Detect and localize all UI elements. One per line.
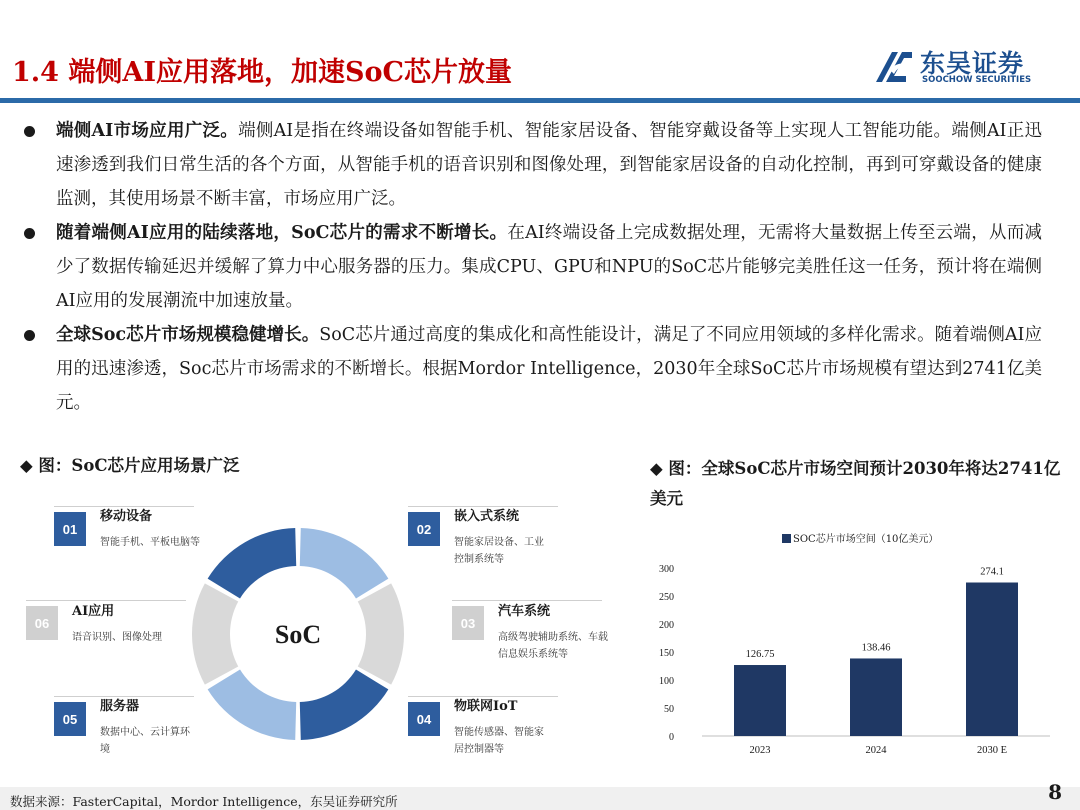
item-title-auto: 汽车系统: [498, 604, 551, 619]
item-number-02: 02: [408, 512, 440, 546]
logo-name-cn: 东吴证券: [920, 49, 1025, 78]
bullet-list: [22, 114, 1042, 420]
x-tick-label: 2030 E: [976, 745, 1008, 756]
legend-label: SOC芯片市场空间（10亿美元）: [793, 534, 939, 545]
data-label: 138.46: [861, 642, 891, 654]
item-title-server: 服务器: [100, 699, 140, 714]
page-number: 8: [1048, 780, 1062, 804]
item-desc-auto: 高级驾驶辅助系统、车载信息娱乐系统等: [498, 632, 608, 660]
page-title: 1.4 端侧AI应用落地，加速SoC芯片放量: [12, 57, 512, 88]
soc-application-diagram: [20, 496, 620, 776]
y-tick-label: 300: [659, 564, 674, 575]
y-tick-label: 0: [669, 732, 674, 743]
ring-segment-04: [300, 670, 389, 740]
item-number-04: 04: [408, 702, 440, 736]
x-tick-label: 2023: [749, 745, 771, 756]
source-note: 数据来源：FasterCapital，Mordor Intelligence，东吴证券研究所: [10, 794, 398, 809]
item-desc-server: 数据中心、云计算环境: [100, 727, 190, 755]
soc-market-chart: [650, 520, 1070, 765]
right-figure-caption: ◆ 图：全球SoC芯片市场空间预计2030年将达2741亿美元: [650, 459, 1061, 508]
bullet-lead: 全球Soc芯片市场规模稳健增长。: [56, 325, 320, 345]
bullet-dot-icon: [24, 126, 35, 137]
x-tick-label: 2024: [865, 745, 887, 756]
bullet-text: 在AI终端设备上完成数据处理，无需将大量数据上传至云端，从而减少了数据传输延迟并缓解了算力中心服务器的压力。集成CPU、GPU和NPU的SoC芯片能够完美胜任这一任务，预计将在端侧AI应用的发展潮流中加速放量。: [56, 223, 1042, 311]
bullet-item: [22, 114, 1042, 216]
bar: [734, 665, 786, 736]
ring-segment-03: [358, 583, 404, 684]
soc-center-label: SoC: [274, 620, 322, 649]
item-number-05: 05: [54, 702, 86, 736]
ring-segment-02: [300, 528, 389, 598]
item-number-01: 01: [54, 512, 86, 546]
item-desc-embedded: 智能家居设备、工业控制系统等: [454, 537, 544, 565]
item-desc-mobile: 智能手机、平板电脑等: [100, 537, 200, 548]
soochow-logo-icon: [872, 48, 916, 86]
item-desc-ai: 语音识别、图像处理: [72, 632, 162, 643]
bullet-lead: 随着端侧AI应用的陆续落地，SoC芯片的需求不断增长。: [56, 223, 508, 243]
ring-segment-06: [192, 583, 238, 684]
company-logo: [872, 44, 1072, 94]
bullet-lead: 端侧AI市场应用广泛。: [56, 121, 239, 141]
item-title-ai: AI应用: [72, 604, 115, 619]
y-tick-label: 250: [659, 592, 674, 603]
bar: [966, 583, 1018, 736]
bullet-dot-icon: [24, 228, 35, 239]
y-tick-label: 200: [659, 620, 674, 631]
bullet-item: [22, 216, 1042, 318]
y-tick-label: 50: [664, 704, 674, 715]
item-desc-iot: 智能传感器、智能家居控制器等: [454, 727, 544, 755]
bar-chart-svg: [650, 520, 1070, 765]
data-label: 274.1: [980, 566, 1004, 578]
y-tick-label: 100: [659, 676, 674, 687]
left-figure-caption: ◆ 图：SoC芯片应用场景广泛: [20, 456, 240, 475]
item-number-03: 03: [452, 606, 484, 640]
item-title-iot: 物联网IoT: [454, 699, 518, 714]
item-number-06: 06: [26, 606, 58, 640]
bullet-text: SoC芯片通过高度的集成化和高性能设计，满足了不同应用领域的多样化需求。随着端侧AI应用的迅速渗透，Soc芯片市场需求的不断增长。根据Mordor Intelligence，2030年全球SoC芯片市场规模有望达到2741亿美元。: [56, 325, 1042, 413]
item-title-mobile: 移动设备: [100, 509, 153, 524]
header-rule: [0, 98, 1080, 103]
bullet-item: [22, 318, 1042, 420]
item-title-embedded: 嵌入式系统: [454, 509, 520, 524]
bullet-dot-icon: [24, 330, 35, 341]
data-label: 126.75: [745, 649, 775, 661]
logo-name-en: SOOCHOW SECURITIES: [922, 75, 1032, 85]
ring-segment-01: [208, 528, 297, 598]
bullet-text: 端侧AI是指在终端设备如智能手机、智能家居设备、智能穿戴设备等上实现人工智能功能。端侧AI正迅速渗透到我们日常生活的各个方面，从智能手机的语音识别和图像处理，到智能家居设备的自动化控制，再到可穿戴设备的健康监测，其使用场景不断丰富，市场应用广泛。: [56, 121, 1043, 209]
y-tick-label: 150: [659, 648, 674, 659]
legend-swatch: [782, 534, 791, 543]
bar: [850, 658, 902, 736]
ring-segment-05: [208, 670, 297, 740]
